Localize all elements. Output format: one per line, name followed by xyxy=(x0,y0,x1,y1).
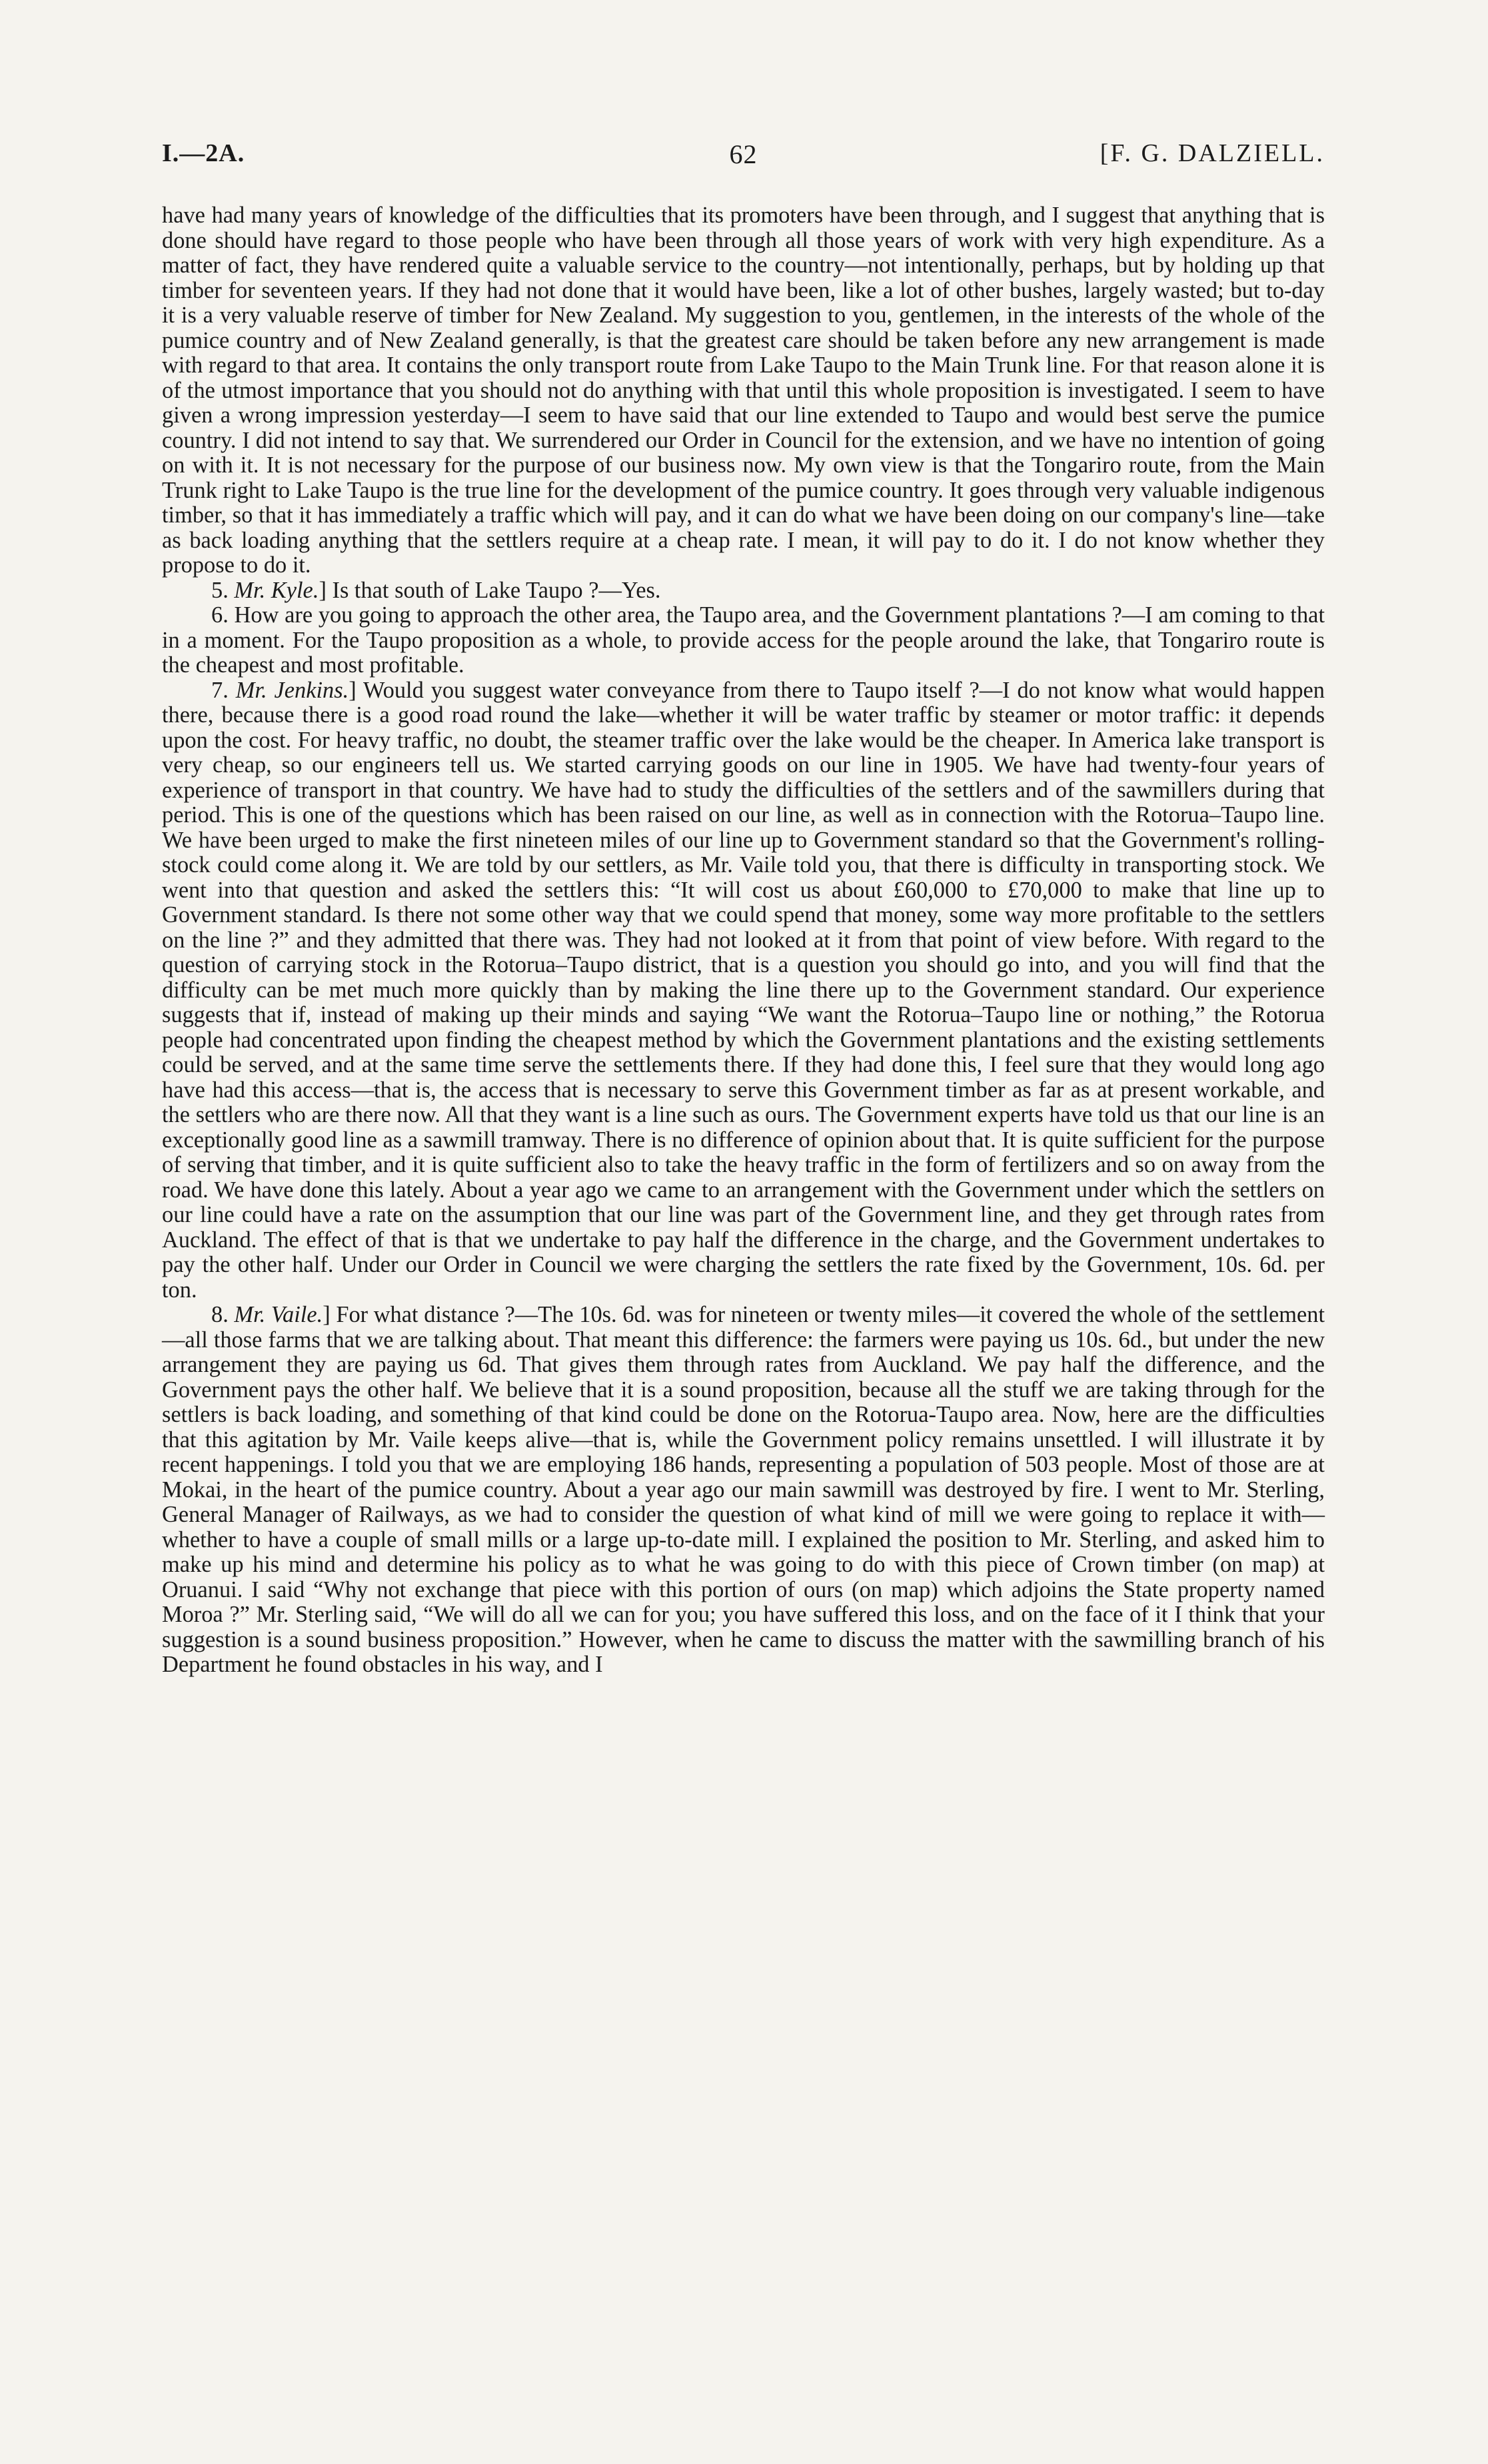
paragraph-8 xyxy=(162,1303,1325,1678)
paragraph-text: have had many years of knowledge of the difficulties that its promoters have been through, and I suggest that anything that is done should have regard to those people who have been through all those years of work with very high expenditure. As a matter of fact, they have rendered quite a valuable service to the country—not intentionally, perhaps, but by holding up that timber for seventeen years. If they had not done that it would have been, like a lot of other bushes, largely wasted; but to-day it is a very valuable reserve of timber for New Zealand. My suggestion to you, gentlemen, in the interests of the whole of the pumice country and of New Zealand generally, is that the greatest care should be taken before any new arrangement is made with regard to that area. It contains the only transport route from Lake Taupo to the Main Trunk line. For that reason alone it is of the utmost importance that you should not do anything with that until this whole proposition is investigated. I seem to have given a wrong impression yesterday—I seem to have said that our line extended to Taupo and would best serve the pumice country. I did not intend to say that. We surrendered our Order in Council for the extension, and we have no intention of going on with it. It is not necessary for the purpose of our business now. My own view is that the Tongariro route, from the Main Trunk right to Lake Taupo is the true line for the development of the pumice country. It goes through very valuable indigenous timber, so that it has immediately a traffic which will pay, and it can do what we have been doing on our company's line—take as back loading anything that the settlers require at a cheap rate. I mean, it will pay to do it. I do not know whether they propose to do it. xyxy=(162,203,1325,578)
paragraph-text: ] Is that south of Lake Taupo ?—Yes. xyxy=(319,577,661,603)
speaker-name: Mr. Kyle. xyxy=(234,577,319,603)
paragraph-text: How are you going to approach the other area, the Taupo area, and the Government plantations ?—I am coming to that in a moment. For the Taupo proposition as a whole, to provide access for the people around the lake, that Tongariro route is the cheapest and most profitable. xyxy=(162,602,1325,678)
paragraph-7 xyxy=(162,678,1325,1303)
speaker-name: Mr. Jenkins. xyxy=(235,677,349,703)
paper-reference: I.—2A. xyxy=(162,139,245,167)
question-number: 6. xyxy=(211,602,235,628)
paragraph-continued xyxy=(162,203,1325,578)
question-number: 7. xyxy=(211,677,236,703)
document-body xyxy=(162,203,1325,1678)
speaker-name: Mr. Vaile. xyxy=(234,1302,323,1327)
witness-name: [F. G. DALZIELL. xyxy=(1100,139,1325,167)
paragraph-6 xyxy=(162,603,1325,678)
question-number: 5. xyxy=(211,577,235,603)
paragraph-5 xyxy=(162,578,1325,604)
page-number: 62 xyxy=(729,139,758,169)
paragraph-text: ] For what distance ?—The 10s. 6d. was for nineteen or twenty miles—it covered the whole of the settlement—all those farms that we are talking about. That meant this difference: the farmers were paying us 10s. 6d., but under the new arrangement they are paying us 6d. That gives them through rates from Auckland. We pay half the difference, and the Government pays the other half. We believe that it is a sound proposition, because all the stuff we are taking through for the settlers is back loading, and something of that kind could be done on the Rotorua-Taupo area. Now, here are the difficulties that this agitation by Mr. Vaile keeps alive—that is, while the Government policy remains unsettled. I will illustrate it by recent happenings. I told you that we are employing 186 hands, representing a population of 503 people. Most of those are at Mokai, in the heart of the pumice country. About a year ago our main sawmill was destroyed by fire. I went to Mr. Sterling, General Manager of Railways, as we had to consider the question of what kind of mill we were going to replace it with—whether to have a couple of small mills or a large up-to-date mill. I explained the position to Mr. Sterling, and asked him to make up his mind and determine his policy as to what he was going to do with this piece of Crown timber (on map) at Oruanui. I said “Why not exchange that piece with this portion of ours (on map) which adjoins the State property named Moroa ?” Mr. Sterling said, “We will do all we can for you; you have suffered this loss, and on the face of it I think that your suggestion is a sound business proposition.” However, when he came to discuss the matter with the sawmilling branch of his Department he found obstacles in his way, and I xyxy=(162,1302,1325,1677)
page-header xyxy=(162,139,1325,179)
paragraph-text: ] Would you suggest water conveyance from there to Taupo itself ?—I do not know what would happen there, because there is a good road round the lake—whether it will be water traffic by steamer or motor traffic: it depends upon the cost. For heavy traffic, no doubt, the steamer traffic over the lake would be the cheaper. In America lake transport is very cheap, so our engineers tell us. We started carrying goods on our line in 1905. We have had twenty-four years of experience of transport in that country. We have had to study the difficulties of the settlers and of the sawmillers during that period. This is one of the questions which has been raised on our line, as well as in connection with the Rotorua–Taupo line. We have been urged to make the first nineteen miles of our line up to Government standard so that the Government's rolling-stock could come along it. We are told by our settlers, as Mr. Vaile told you, that there is difficulty in transporting stock. We went into that question and asked the settlers this: “It will cost us about £60,000 to £70,000 to make that line up to Government standard. Is there not some other way that we could spend that money, some way more profitable to the settlers on the line ?” and they admitted that there was. They had not looked at it from that point of view before. With regard to the question of carrying stock in the Rotorua–Taupo district, that is a question you should go into, and you will find that the difficulty can be met much more quickly than by making the line there up to the Government standard. Our experience suggests that if, instead of making up their minds and saying “We want the Rotorua–Taupo line or nothing,” the Rotorua people had concentrated upon finding the cheapest method by which the Government plantations and the existing settlements could be served, and at the same time serve the settlements there. If they had done this, I feel sure that they would long ago have had this access—that is, the access that is necessary to serve this Government timber as far as at present workable, and the settlers who are there now. All that they want is a line such as ours. The Government experts have told us that our line is an exceptionally good line as a sawmill tramway. There is no difference of opinion about that. It is quite sufficient for the purpose of serving that timber, and it is quite sufficient also to take the heavy traffic in the form of fertilizers and so on away from the road. We have done this lately. About a year ago we came to an arrangement with the Government under which the settlers on our line could have a rate on the assumption that our line was part of the Government line, and they get through rates from Auckland. The effect of that is that we undertake to pay half the difference in the charge, and the Government undertakes to pay the other half. Under our Order in Council we were charging the settlers the rate fixed by the Government, 10s. 6d. per ton. xyxy=(162,677,1325,1303)
question-number: 8. xyxy=(211,1302,235,1327)
